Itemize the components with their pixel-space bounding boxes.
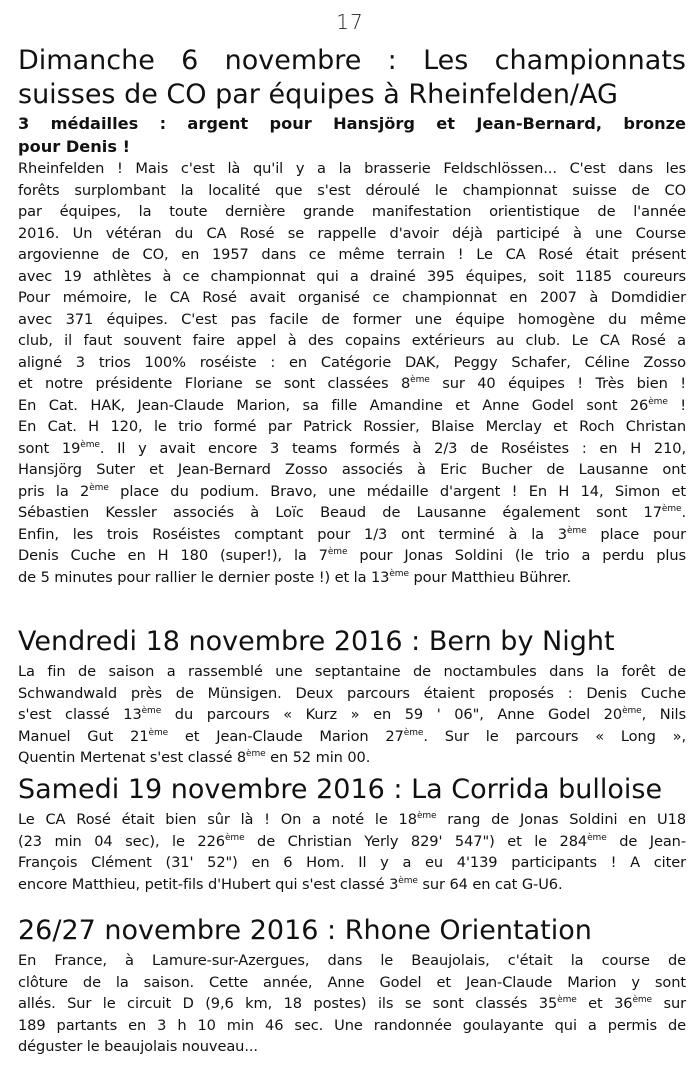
body-line: clôture de la saison. Cette année, Anne Godel et Jean-Claude Marion y sont [18,973,686,991]
body-line: aligné 3 trios 100% roséiste : en Catégorie DAK, Peggy Schafer, Céline Zosso [18,353,686,371]
body-line: Hansjörg Suter et Jean-Bernard Zosso associés à Eric Bucher de Lausanne ont [18,461,686,478]
body-line: En France, à Lamure-sur-Azergues, dans le Beaujolais, c'était la course de [18,952,686,969]
body-line: et notre présidente Floriane se sont classées 8ème sur 40 équipes ! Très bien ! [18,375,686,392]
body-line: sont 19ème. Il y avait encore 3 teams formés à 2/3 de Roséistes : en H 210, [18,439,687,457]
body-line: 2016. Un vétéran du CA Rosé se rappelle d'avoir déjà participé à une Course [18,224,686,242]
body-line: déguster le beaujolais nouveau... [18,1038,258,1055]
body-line: par équipes, la toute dernière grande manifestation orientistique de l'année [18,203,686,220]
body-line: Enfin, les trois Roséistes comptant pour 1/3 ont terminé à la 3ème place pour [18,525,686,543]
article-body [18,809,686,895]
page-number: 17 [336,10,364,34]
body-line: Le CA Rosé était bien sûr là ! On a noté le 18ème rang de Jonas Soldini en U18 [18,811,686,828]
body-line: En Cat. H 120, le trio formé par Patrick Rossier, Blaise Merclay et Roch Christan [18,418,686,435]
body-line: argovienne de CO, en 1957 dans ce même terrain ! Le CA Rosé était présent [18,246,686,263]
body-line: forêts surplombant la localité que s'est déroulé le championnat suisse de CO [18,181,686,199]
body-line: (23 min 04 sec), le 226ème de Christian Yerly 829' 547") et le 284ème de Jean- [18,832,686,850]
article-body [18,158,686,588]
body-line: La fin de saison a rassemblé une septantaine de noctambules dans la forêt de [18,663,686,680]
article-title-line: suisses de CO par équipes à Rheinfelden/AG [18,79,618,110]
article-corrida-bulloise [18,773,686,895]
body-line: Pour mémoire, le CA Rosé avait organisé ce championnat en 2007 à Domdidier [18,289,686,306]
body-line: de 5 minutes pour rallier le dernier poste !) et la 13ème pour Matthieu Bührer. [18,568,572,586]
body-line: François Clément (31' 52") en 6 Hom. Il y a eu 4'139 participants ! A citer [18,854,686,871]
article-body [18,950,686,1058]
article-title-line: Dimanche 6 novembre : Les championnats [18,45,686,76]
article-bern-by-night [18,625,686,769]
body-line: club, il faut souvent faire appel à des copains extérieurs au club. Le CA Rosé a [18,332,686,349]
body-line: pris la 2ème place du podium. Bravo, une médaille d'argent ! En H 14, Simon et [18,482,686,500]
article-subtitle-line: 3 médailles : argent pour Hansjörg et Jean-Bernard, bronze [18,114,686,133]
body-line: avec 19 athlètes à ce championnat qui a drainé 395 équipes, soit 1185 coureurs [18,267,686,285]
body-line: encore Matthieu, petit-fils d'Hubert qui s'est classé 3ème sur 64 en cat G-U6. [18,875,563,893]
body-line: Rheinfelden ! Mais c'est là qu'il y a la brasserie Feldschlössen... C'est dans les [18,160,686,177]
body-line: s'est classé 13ème du parcours « Kurz » en 59 ' 06", Anne Godel 20ème, Nils [18,706,686,723]
body-line: avec 371 équipes. C'est pas facile de former une équipe homogène du même [18,310,686,328]
body-line: Quentin Mertenat s'est classé 8ème en 52 min 00. [18,749,371,766]
body-line: Sébastien Kessler associés à Loïc Beaud de Lausanne également sont 17ème. [18,504,686,521]
article-rhone-orientation [18,914,686,1058]
body-line: En Cat. HAK, Jean-Claude Marion, sa fille Amandine et Anne Godel sont 26ème ! [18,396,686,414]
article-title: Vendredi 18 novembre 2016 : Bern by Night [18,626,615,657]
body-line: allés. Sur le circuit D (9,6 km, 18 postes) ils se sont classés 35ème et 36ème sur [18,995,686,1012]
body-line: Denis Cuche en H 180 (super!), la 7ème pour Jonas Soldini (le trio a perdu plus [18,547,686,564]
article-championnats-suisses [18,44,686,588]
body-line: 189 partants en 3 h 10 min 46 sec. Une randonnée goulayante qui a permis de [18,1016,686,1034]
article-title: Samedi 19 novembre 2016 : La Corrida bulloise [18,774,663,805]
article-subtitle-line: pour Denis ! [18,137,130,156]
article-title: 26/27 novembre 2016 : Rhone Orientation [18,915,592,946]
body-line: Schwandwald près de Münsigen. Deux parcours étaient proposés : Denis Cuche [18,684,686,702]
article-body [18,661,686,769]
body-line: Manuel Gut 21ème et Jean-Claude Marion 27ème. Sur le parcours « Long », [18,727,686,745]
